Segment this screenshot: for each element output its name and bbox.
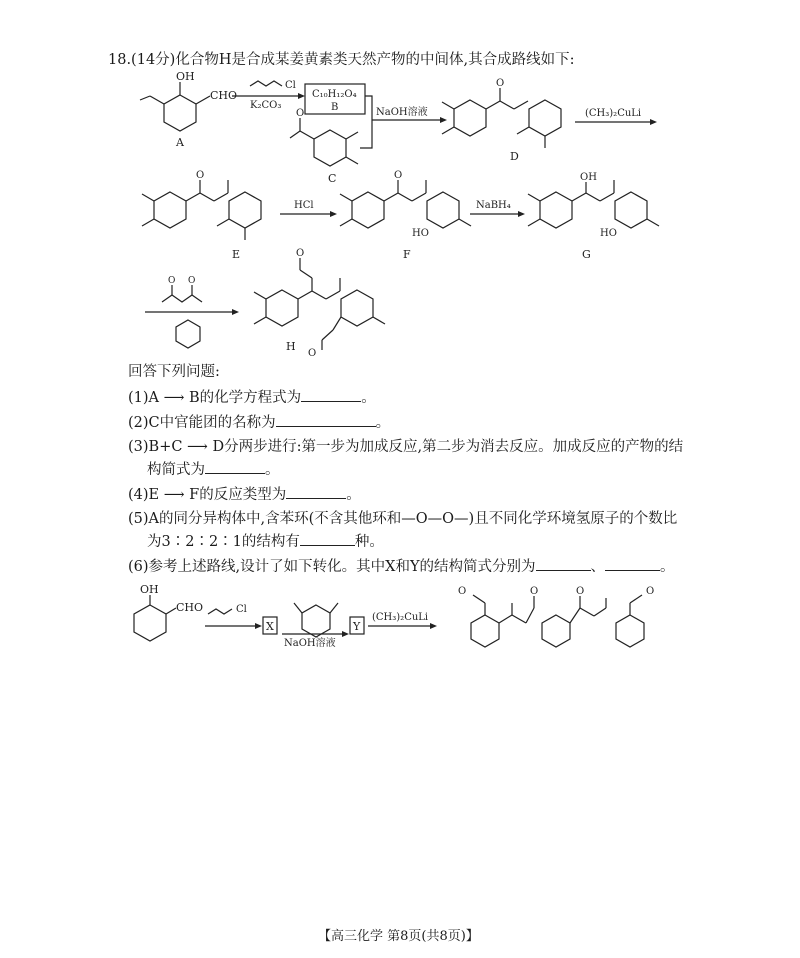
sub-question-2: (2)C中官能团的名称为 。 — [128, 412, 390, 433]
prod-o1: O — [530, 586, 539, 597]
prod-o4: O — [646, 586, 655, 597]
c-o-label: O — [296, 108, 305, 119]
s6-cl: Cl — [236, 604, 247, 615]
sub-question-5-line2: 为3∶2∶2∶1的结构有 种。 — [147, 531, 384, 552]
reagent-hcl: HCl — [294, 200, 314, 211]
label-h: H — [286, 340, 296, 353]
f-ho-label: HO — [412, 228, 429, 239]
s6-cho: CHO — [176, 601, 204, 614]
page-footer: 【高三化学 第8页(共8页)】 — [318, 929, 479, 944]
b-formula: C₁₀H₁₂O₄ — [312, 89, 357, 100]
compound-a-structure — [140, 82, 210, 131]
a-oh-label: OH — [176, 70, 195, 83]
s6-oh: OH — [140, 583, 159, 596]
salicylaldehyde-structure — [134, 595, 176, 641]
answer-prompt: 回答下列问题: — [128, 364, 220, 380]
answer-blank-6y[interactable] — [605, 556, 660, 571]
sub-question-3: (3)B+C ⟶ D分两步进行:第一步为加成反应,第二步为消去反应。加成反应的产物的结 — [128, 439, 684, 455]
reagent-naoh: NaOH溶液 — [376, 107, 428, 118]
sub-question-6: (6)参考上述路线,设计了如下转化。其中X和Y的结构简式分别为 、 。 — [128, 556, 675, 577]
s6-naoh: NaOH溶液 — [284, 638, 336, 649]
sub-question-5: (5)A的同分异构体中,含苯环(不含其他环和—O—O—)且不同化学环境氢原子的个数比 — [128, 511, 678, 527]
question-header: 18.(14分)化合物H是合成某姜黄素类天然产物的中间体,其合成路线如下: — [108, 52, 575, 68]
reagent-cuLi: (CH₃)₂CuLi — [585, 108, 642, 119]
anhydride-o1: O — [168, 276, 176, 286]
compound-c-structure — [290, 118, 358, 166]
g-ho-label: HO — [600, 228, 617, 239]
anhydride-o2: O — [188, 276, 196, 286]
answer-blank-4[interactable] — [286, 484, 346, 499]
reagent-anhydride — [162, 285, 202, 302]
label-c: C — [328, 172, 337, 185]
sub-question-1: (1)A ⟶ B的化学方程式为 。 — [128, 387, 376, 408]
label-e: E — [232, 248, 241, 261]
answer-blank-3[interactable] — [205, 459, 265, 474]
compound-g-structure — [528, 180, 659, 228]
reagent-k2co3: K₂CO₃ — [250, 100, 282, 111]
sub-question-3-line2: 构简式为 。 — [147, 459, 280, 480]
label-f: F — [403, 248, 411, 261]
prod-o3: O — [458, 586, 467, 597]
compound-e-structure — [142, 180, 261, 240]
compound-d-structure — [442, 88, 561, 148]
answer-blank-5[interactable] — [300, 531, 355, 546]
reagent-nabh4: NaBH₄ — [476, 200, 511, 211]
reagent-cl: Cl — [285, 80, 296, 91]
diacetylbenzene-structure — [294, 603, 338, 637]
a-cho-label: CHO — [210, 89, 238, 102]
answer-blank-2[interactable] — [276, 412, 376, 427]
answer-blank-1[interactable] — [301, 387, 361, 402]
s6-y: Y — [353, 620, 361, 633]
s6-cuLi: (CH₃)₂CuLi — [372, 612, 429, 623]
d-o-label: O — [496, 78, 505, 89]
h-o-top: O — [296, 248, 305, 259]
scheme6-product-structure — [471, 595, 644, 647]
s6-x: X — [266, 620, 274, 633]
f-o-label: O — [394, 170, 403, 181]
sub-question-4: (4)E ⟶ F的反应类型为 。 — [128, 484, 361, 505]
answer-blank-6x[interactable] — [536, 556, 591, 571]
label-g: G — [582, 248, 591, 261]
prod-o2: O — [576, 586, 585, 597]
label-d: D — [510, 150, 519, 163]
label-b: B — [331, 102, 339, 113]
e-o-label: O — [196, 170, 205, 181]
label-a: A — [176, 136, 184, 149]
pyridine-icon — [176, 320, 200, 348]
h-o-bottom: O — [308, 348, 317, 359]
g-oh-label: OH — [580, 172, 597, 183]
compound-h-structure — [254, 258, 385, 350]
compound-f-structure — [340, 180, 471, 228]
